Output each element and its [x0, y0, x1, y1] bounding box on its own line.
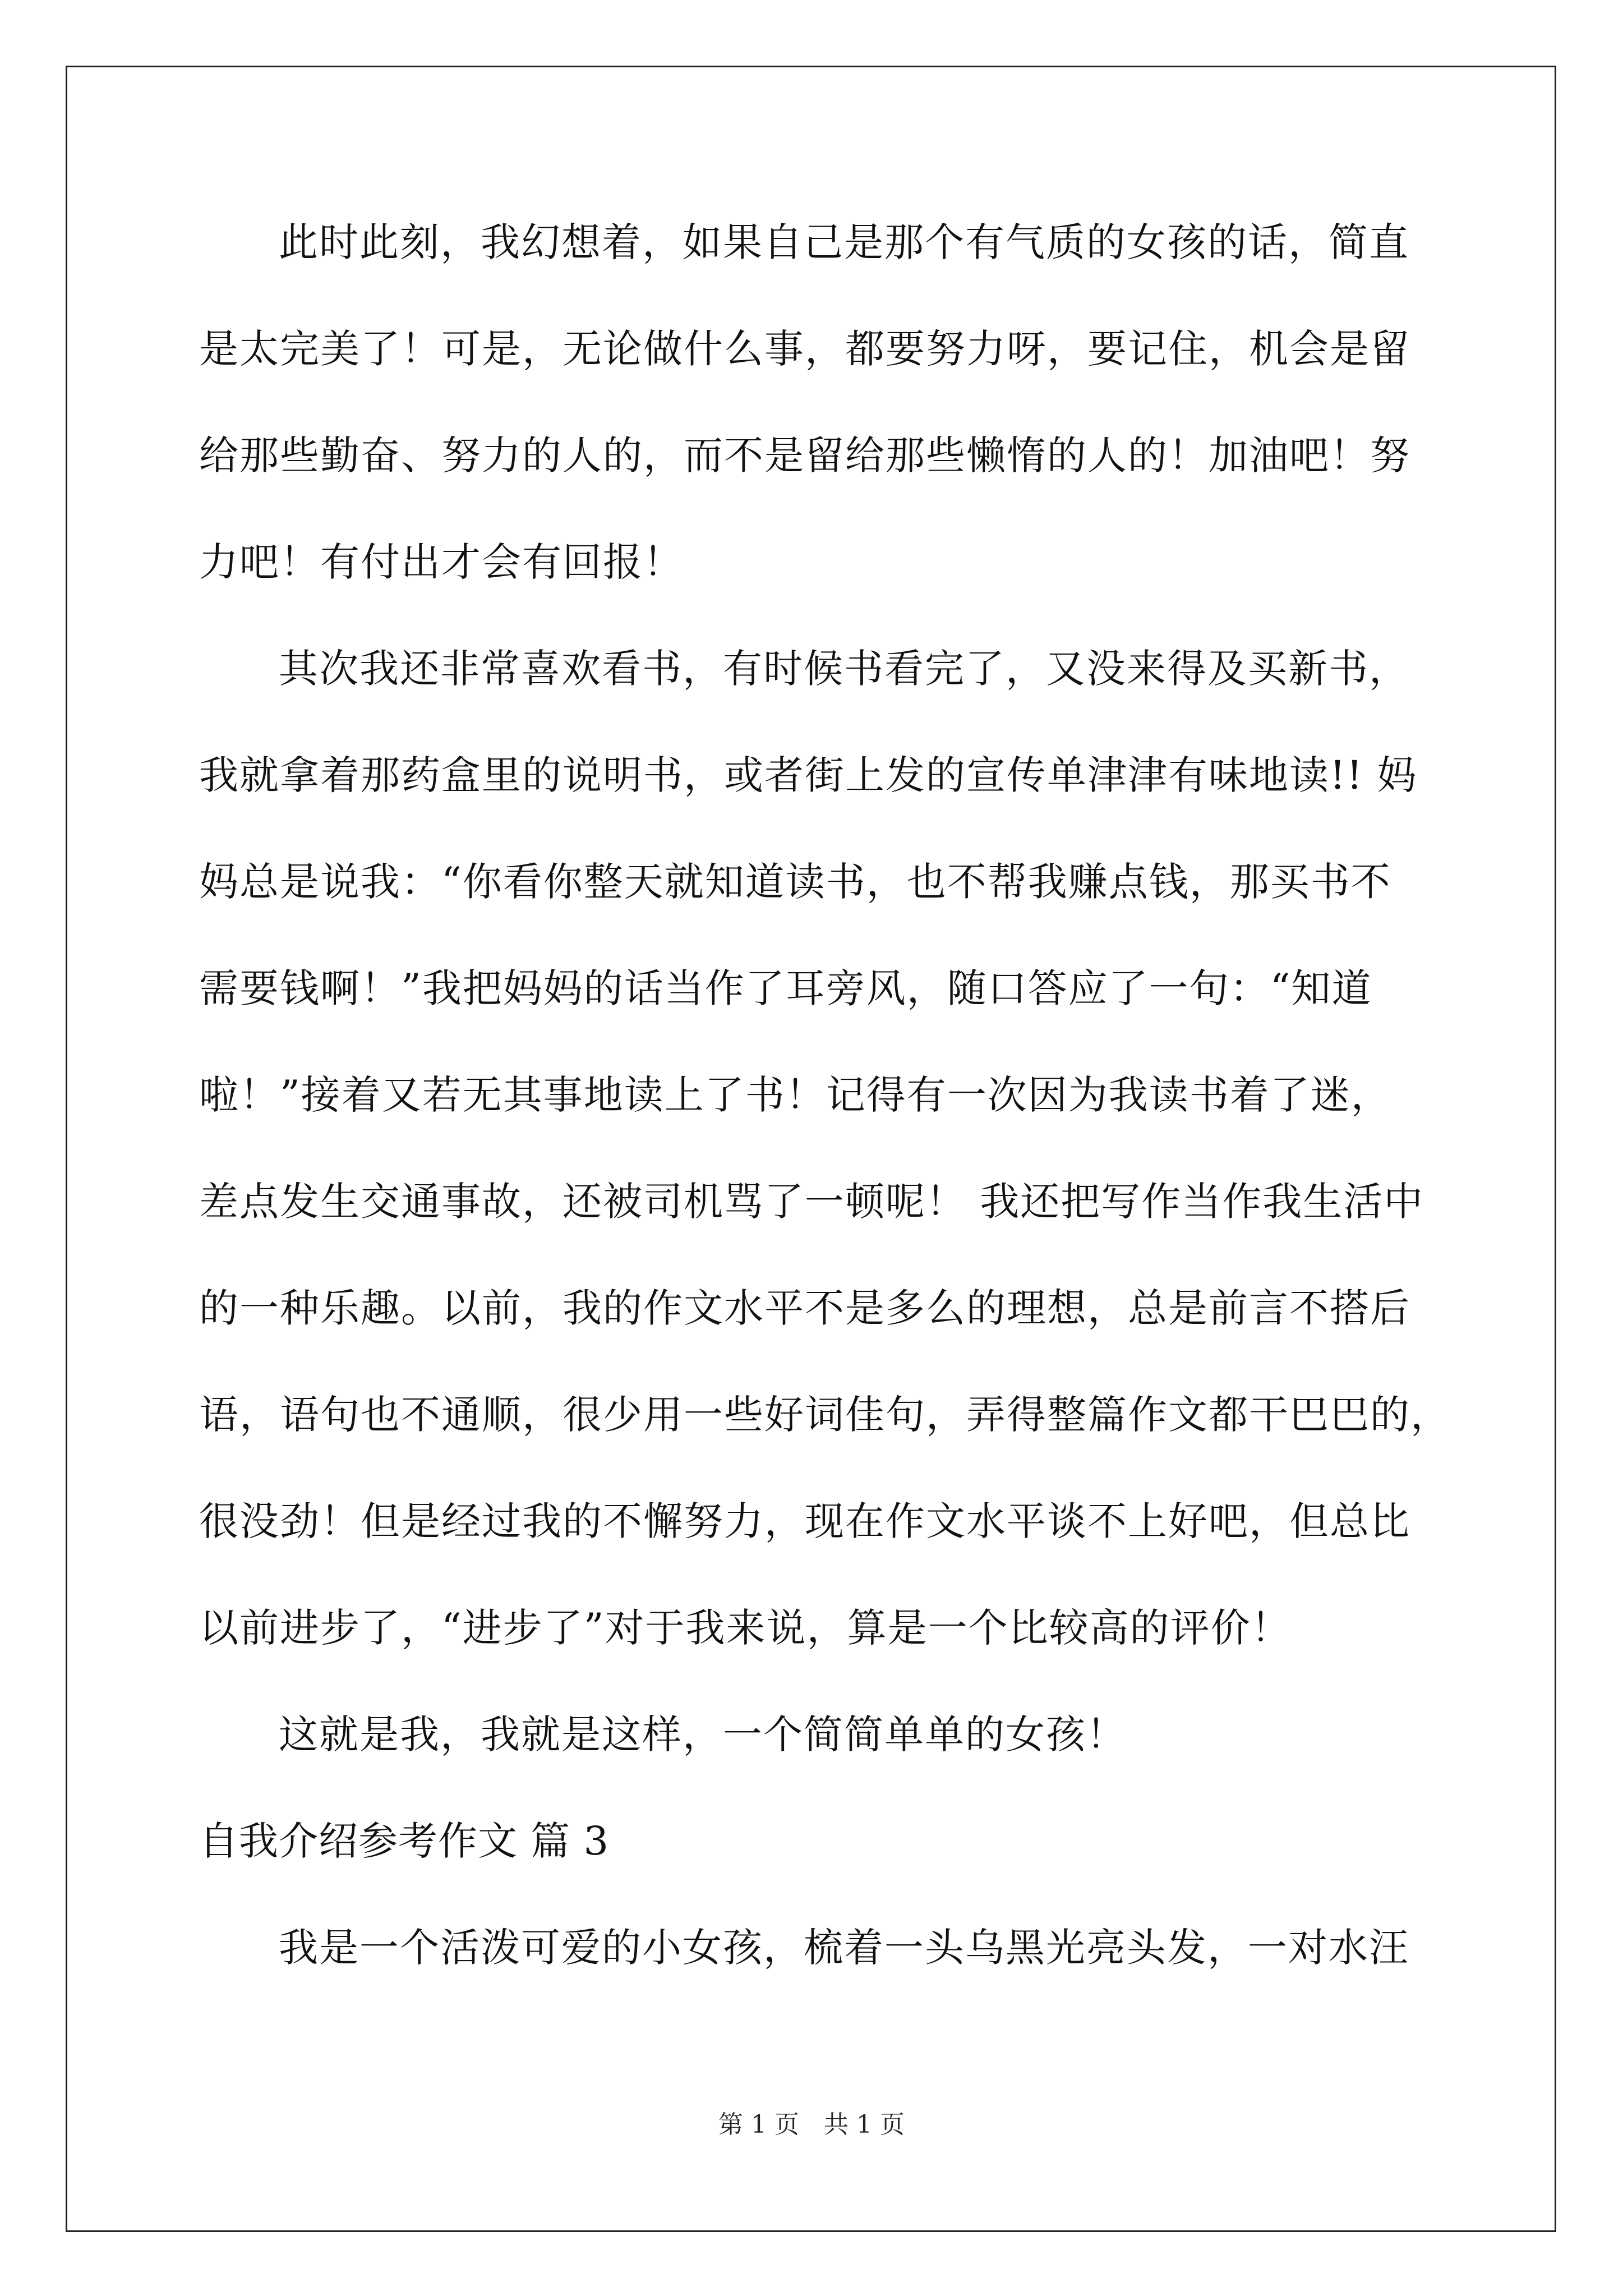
text-line: 需要钱啊！”我把妈妈的话当作了耳旁风，随口答应了一句：“知道	[199, 965, 1372, 1011]
text-line: 妈总是说我：“你看你整天就知道读书，也不帮我赚点钱，那买书不	[199, 859, 1391, 905]
text-line: 是太完美了！可是，无论做什么事，都要努力呀，要记住，机会是留	[199, 326, 1410, 372]
text-line: 差点发生交通事故，还被司机骂了一顿呢！ 我还把写作当作我生活中	[199, 1179, 1424, 1225]
section-heading: 自我介绍参考作文 篇 3	[199, 1818, 610, 1864]
text-line: 其次我还非常喜欢看书，有时候书看完了，又没来得及买新书，	[279, 646, 1409, 692]
text-line: 我是一个活泼可爱的小女孩，梳着一头乌黑光亮头发，一对水汪	[279, 1925, 1409, 1971]
text-line: 的一种乐趣。以前，我的作文水平不是多么的理想，总是前言不搭后	[199, 1285, 1410, 1331]
document-body	[199, 216, 1451, 2028]
text-line: 这就是我，我就是这样，一个简简单单的女孩！	[279, 1711, 1127, 1757]
text-line: 此时此刻，我幻想着，如果自己是那个有气质的女孩的话，简直	[279, 219, 1409, 265]
text-line: 力吧！有付出才会有回报！	[199, 539, 684, 585]
text-line: 啦！”接着又若无其事地读上了书！记得有一次因为我读书着了迷，	[199, 1072, 1391, 1118]
page-footer: 第 1 页 共 1 页	[718, 2110, 905, 2139]
text-line: 我就拿着那药盒里的说明书，或者街上发的宣传单津津有味地读!! 妈	[199, 752, 1418, 798]
text-line: 给那些勤奋、努力的人的，而不是留给那些懒惰的人的！加油吧！努	[199, 432, 1410, 478]
text-line: 以前进步了，“进步了”对于我来说，算是一个比较高的评价！	[199, 1605, 1292, 1651]
text-line: 语，语句也不通顺，很少用一些好词佳句，弄得整篇作文都干巴巴的，	[199, 1392, 1451, 1438]
text-line: 很没劲！但是经过我的不懈努力，现在作文水平谈不上好吧，但总比	[199, 1498, 1410, 1544]
